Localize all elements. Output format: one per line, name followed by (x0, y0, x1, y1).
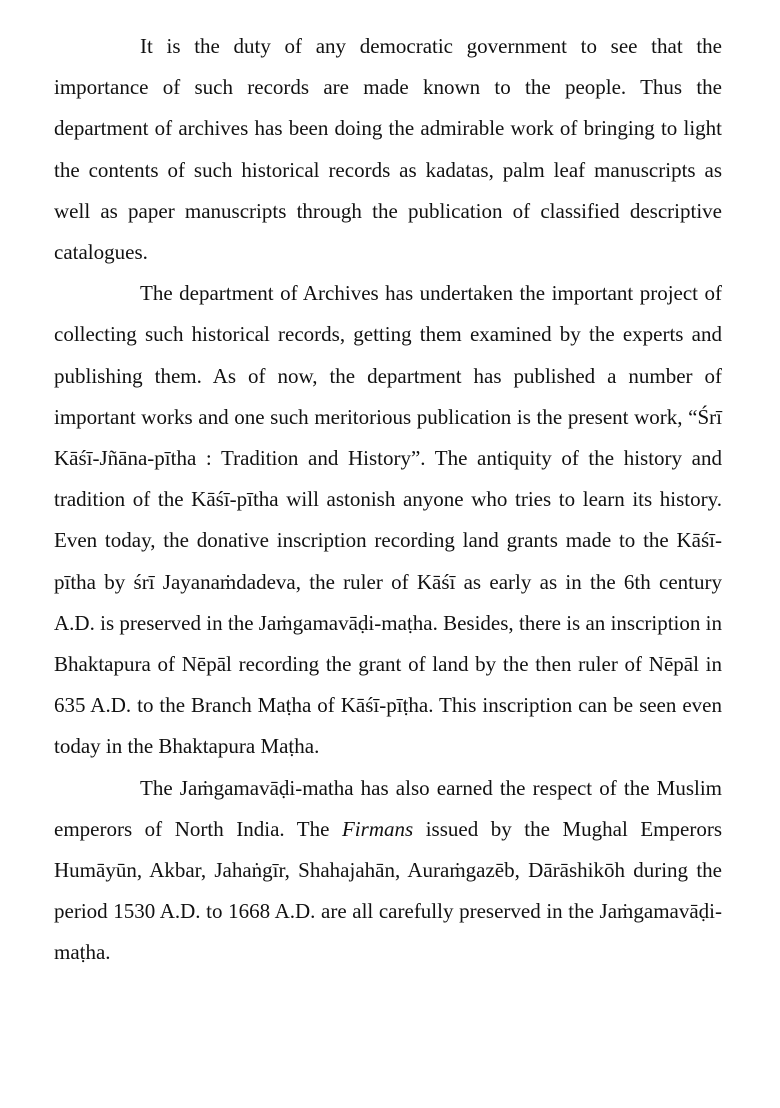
paragraph-2: The department of Archives has undertaken the important project of collecting such historical records, getting them examined by the experts and publishing them. As of now, the department has published a number of important works and one such meritorious publication is the present work, “Śrī Kāśī-Jñāna-pītha : Tradition and History”. The antiquity of the history and tradition of the Kāśī-pītha will astonish anyone who tries to learn its history. Even today, the donative inscription recording land grants made to the Kāśī-pītha by śrī Jayanaṁdadeva, the ruler of Kāśī as early as in the 6th century A.D. is preserved in the Jaṁgamavāḍi-maṭha. Besides, there is an inscription in Bhaktapura of Nēpāl recording the grant of land by the then ruler of Nēpāl in 635 A.D. to the Branch Maṭha of Kāśī-pīṭha. This inscription can be seen even today in the Bhaktapura Maṭha. (54, 281, 722, 759)
paragraph-3 (54, 768, 722, 974)
document-page (54, 26, 722, 974)
paragraph-3-text-before: The Jaṁgamavāḍi-matha has also earned the respect of the Muslim emperors of North India. The (54, 775, 722, 841)
paragraph-1: It is the duty of any democratic government to see that the importance of such records are made known to the people. Thus the department of archives has been doing the admirable work of bringing to light the contents of such historical records as kadatas, palm leaf manuscripts as well as paper manuscripts through the publication of classified descriptive catalogues. (54, 34, 722, 265)
firmans-emphasis: Firmans (341, 816, 414, 841)
paragraph-3-text-after: issued by the Mughal Emperors Humāyūn, Akbar, Jahaṅgīr, Shahajahān, Auraṁgazēb, Dārāshikōh during the period 1530 A.D. to 1668 A.D. are all carefully preserved in the Jaṁgamavāḍi-maṭha. (54, 816, 722, 965)
